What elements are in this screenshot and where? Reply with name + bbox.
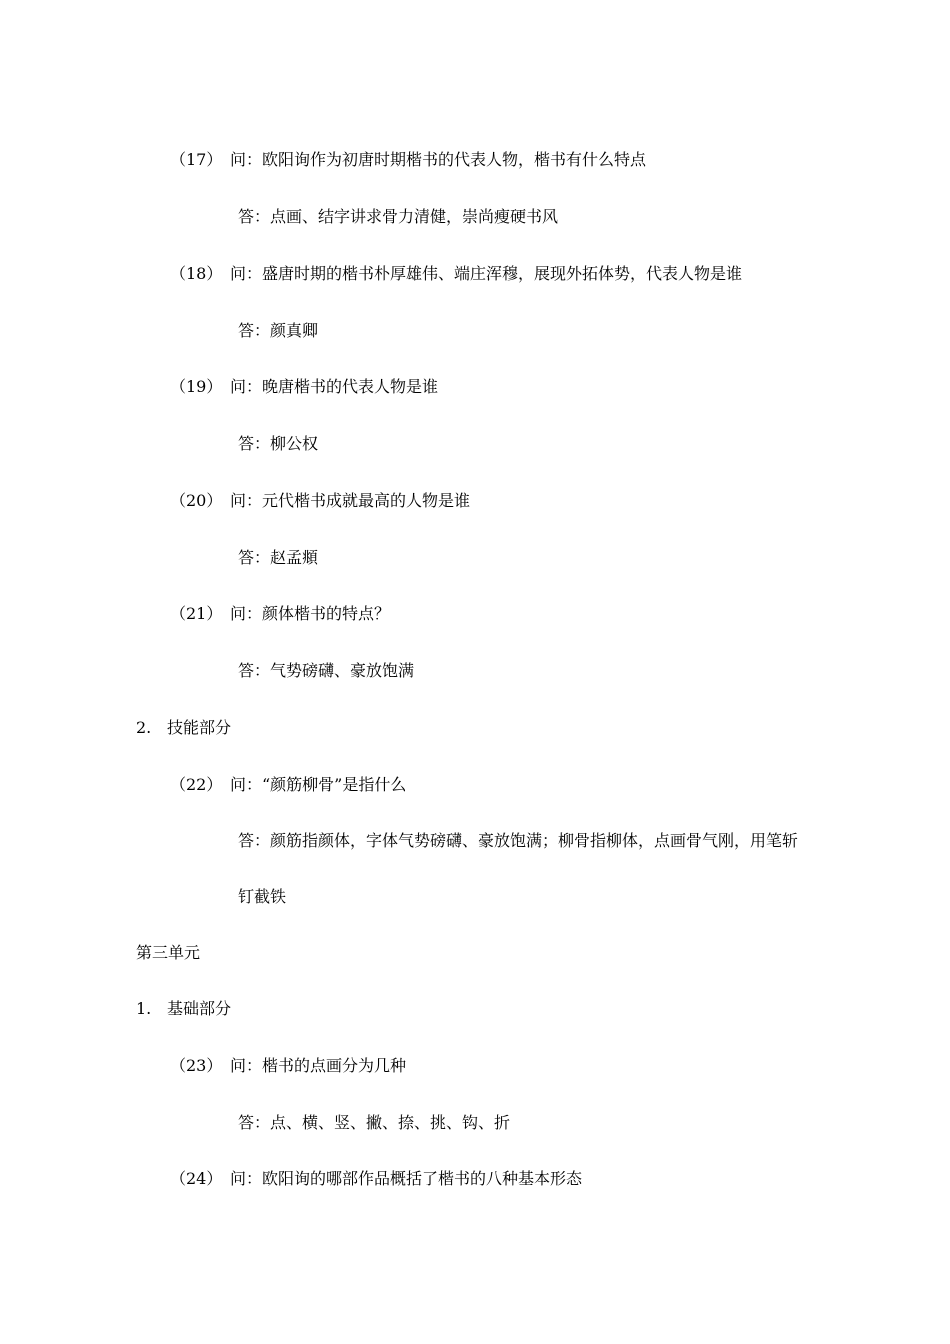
question-text: 问：欧阳询的哪部作品概括了楷书的八种基本形态 [230,1169,583,1188]
section-title: 技能部分 [167,718,232,737]
answer-19: 答：柳公权 [238,434,319,453]
answer-23: 答：点、横、竖、撇、捺、挑、钩、折 [238,1113,511,1132]
question-number: （23） [170,1056,223,1075]
question-22 [170,775,406,795]
question-text: 问：元代楷书成就最高的人物是谁 [230,491,471,510]
question-23 [170,1056,406,1076]
answer-20: 答：赵孟頫 [238,548,319,567]
question-text: 问：欧阳询作为初唐时期楷书的代表人物，楷书有什么特点 [230,150,647,169]
question-number: （20） [170,491,223,510]
section-heading-skills [136,718,231,738]
question-text: 问：晚唐楷书的代表人物是谁 [230,377,439,396]
question-number: （24） [170,1169,223,1188]
question-text: 问：楷书的点画分为几种 [230,1056,407,1075]
answer-17: 答：点画、结字讲求骨力清健，崇尚瘦硬书风 [238,207,559,226]
question-20 [170,491,470,511]
question-number: （19） [170,377,223,396]
question-17 [170,150,646,170]
section-title: 基础部分 [167,999,232,1018]
unit-title: 第三单元 [136,943,201,962]
section-number: 2. [136,718,152,737]
answer-22-line2: 钉截铁 [238,887,287,906]
answer-18: 答：颜真卿 [238,321,319,340]
section-number: 1. [136,999,152,1018]
question-text: 问：“颜筋柳骨”是指什么 [230,775,407,794]
question-19 [170,377,438,397]
question-text: 问：颜体楷书的特点？ [230,604,391,623]
question-number: （21） [170,604,223,623]
question-number: （18） [170,264,223,283]
question-18 [170,264,742,284]
section-heading-basics [136,999,231,1019]
question-number: （17） [170,150,223,169]
answer-22-line1: 答：颜筋指颜体，字体气势磅礴、豪放饱满；柳骨指柳体，点画骨气刚，用笔斩 [238,831,799,850]
question-text: 问：盛唐时期的楷书朴厚雄伟、端庄浑穆，展现外拓体势，代表人物是谁 [230,264,743,283]
answer-21: 答：气势磅礴、豪放饱满 [238,661,415,680]
question-number: （22） [170,775,223,794]
question-24 [170,1169,582,1189]
question-21 [170,604,390,624]
